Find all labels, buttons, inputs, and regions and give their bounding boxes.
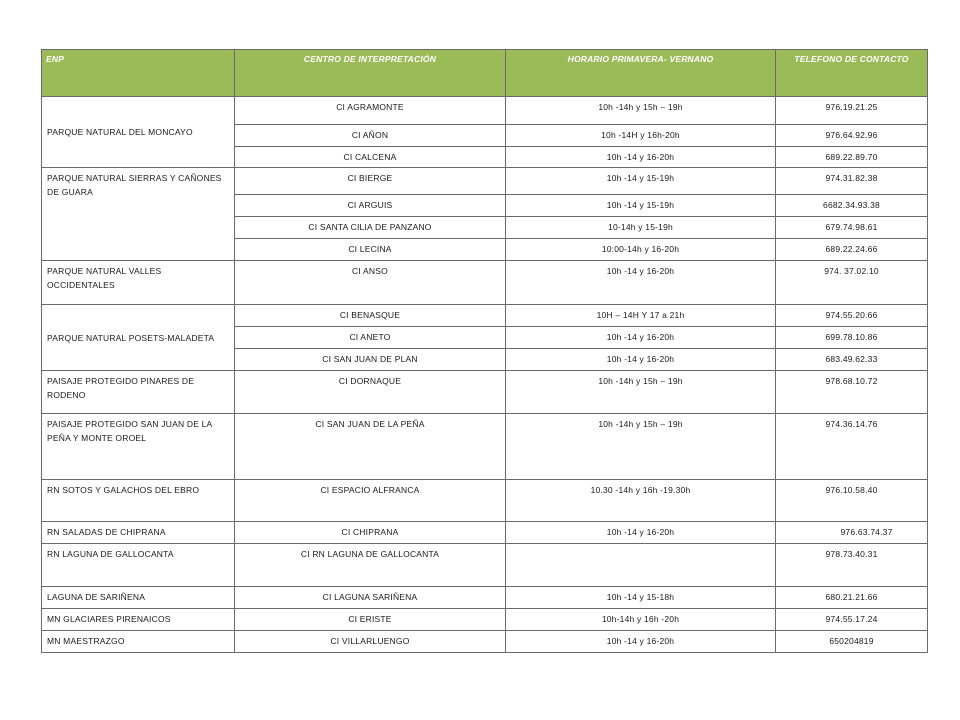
- centro-cell: CI RN LAGUNA DE GALLOCANTA: [235, 544, 506, 587]
- horario-cell: 10h -14 y 15-19h: [506, 195, 776, 217]
- table-row: [42, 522, 928, 544]
- enp-cell: PARQUE NATURAL VALLES OCCIDENTALES: [42, 261, 235, 305]
- enp-cell: RN SALADAS DE CHIPRANA: [42, 522, 235, 544]
- centro-cell: CI ANETO: [235, 327, 506, 349]
- telefono-cell: 976.64.92.96: [776, 125, 928, 147]
- centro-cell: CI CALCENA: [235, 147, 506, 168]
- horario-cell: 10:00-14h y 16-20h: [506, 239, 776, 261]
- telefono-cell: 689.22.24.66: [776, 239, 928, 261]
- horario-cell: 10h -14 y 15-19h: [506, 168, 776, 195]
- table-row: [42, 414, 928, 480]
- centro-cell: CI ARGUIS: [235, 195, 506, 217]
- centro-cell: CI SAN JUAN DE LA PEÑA: [235, 414, 506, 480]
- centro-cell: CI SANTA CILIA DE PANZANO: [235, 217, 506, 239]
- centro-cell: CI BENASQUE: [235, 305, 506, 327]
- horario-cell: 10h-14h y 16h -20h: [506, 609, 776, 631]
- enp-cell: PARQUE NATURAL SIERRAS Y CAÑONES DE GUARA: [42, 168, 235, 261]
- header-enp: ENP: [42, 50, 235, 97]
- horario-cell: 10h -14 y 16-20h: [506, 327, 776, 349]
- telefono-cell: 974.36.14.76: [776, 414, 928, 480]
- enp-cell: RN LAGUNA DE GALLOCANTA: [42, 544, 235, 587]
- telefono-cell: 683.49.62.33: [776, 349, 928, 371]
- centro-cell: CI ERISTE: [235, 609, 506, 631]
- table-row: [42, 97, 928, 125]
- telefono-cell: 978.68.10.72: [776, 371, 928, 414]
- table-row: [42, 168, 928, 195]
- enp-cell: LAGUNA DE SARIÑENA: [42, 587, 235, 609]
- telefono-cell: 699.78.10.86: [776, 327, 928, 349]
- table-row: [42, 480, 928, 522]
- telefono-cell: 974. 37.02.10: [776, 261, 928, 305]
- centro-cell: CI ANSO: [235, 261, 506, 305]
- protected-areas-table: [41, 49, 928, 653]
- header-horario: HORARIO PRIMAVERA- VERNANO: [506, 50, 776, 97]
- telefono-cell: 974.55.20.66: [776, 305, 928, 327]
- header-centro: CENTRO DE INTERPRETACIÓN: [235, 50, 506, 97]
- centro-cell: CI SAN JUAN DE PLAN: [235, 349, 506, 371]
- header-row: [42, 50, 928, 97]
- centro-cell: CI AGRAMONTE: [235, 97, 506, 125]
- table-row: [42, 544, 928, 587]
- centro-cell: CI BIERGE: [235, 168, 506, 195]
- enp-cell: PARQUE NATURAL POSETS-MALADETA: [42, 305, 235, 371]
- enp-cell: PAISAJE PROTEGIDO SAN JUAN DE LA PEÑA Y MONTE OROEL: [42, 414, 235, 480]
- telefono-cell: 976.10.58.40: [776, 480, 928, 522]
- centro-cell: CI VILLARLUENGO: [235, 631, 506, 653]
- horario-cell: 10h -14 y 16-20h: [506, 261, 776, 305]
- telefono-cell: 6682.34.93.38: [776, 195, 928, 217]
- centro-cell: CI AÑON: [235, 125, 506, 147]
- table-row: [42, 609, 928, 631]
- telefono-cell: 976.19.21.25: [776, 97, 928, 125]
- horario-cell: 10h -14 y 16-20h: [506, 522, 776, 544]
- horario-cell: 10h -14H y 16h-20h: [506, 125, 776, 147]
- horario-cell: 10h -14 y 16-20h: [506, 631, 776, 653]
- table-row: [42, 631, 928, 653]
- horario-cell: 10h -14 y 15-18h: [506, 587, 776, 609]
- centro-cell: CI CHIPRANA: [235, 522, 506, 544]
- telefono-cell: 974.55.17.24: [776, 609, 928, 631]
- enp-cell: PAISAJE PROTEGIDO PINARES DE RODENO: [42, 371, 235, 414]
- telefono-cell: 689.22.89.70: [776, 147, 928, 168]
- telefono-cell: 680.21.21.66: [776, 587, 928, 609]
- enp-cell: PARQUE NATURAL DEL MONCAYO: [42, 97, 235, 168]
- horario-cell: 10H – 14H Y 17 a 21h: [506, 305, 776, 327]
- horario-cell: 10h -14h y 15h – 19h: [506, 371, 776, 414]
- enp-cell: RN SOTOS Y GALACHOS DEL EBRO: [42, 480, 235, 522]
- enp-cell: MN MAESTRAZGO: [42, 631, 235, 653]
- table-row: [42, 261, 928, 305]
- header-telefono: TELEFONO DE CONTACTO: [776, 50, 928, 97]
- telefono-cell: 679.74.98.61: [776, 217, 928, 239]
- table-row: [42, 371, 928, 414]
- telefono-cell: 650204819: [776, 631, 928, 653]
- horario-cell: 10h -14 y 16-20h: [506, 147, 776, 168]
- telefono-cell: 974.31.82.38: [776, 168, 928, 195]
- horario-cell: 10h -14h y 15h – 19h: [506, 414, 776, 480]
- centro-cell: CI LECINA: [235, 239, 506, 261]
- telefono-cell: 976.63.74.37: [776, 522, 928, 544]
- centro-cell: CI DORNAQUE: [235, 371, 506, 414]
- horario-cell: 10.30 -14h y 16h -19.30h: [506, 480, 776, 522]
- telefono-cell: 978.73.40.31: [776, 544, 928, 587]
- horario-cell: 10h -14h y 15h – 19h: [506, 97, 776, 125]
- horario-cell: 10-14h y 15-19h: [506, 217, 776, 239]
- horario-cell: [506, 544, 776, 587]
- enp-cell: MN GLACIARES PIRENAICOS: [42, 609, 235, 631]
- table-row: [42, 305, 928, 327]
- centro-cell: CI LAGUNA SARIÑENA: [235, 587, 506, 609]
- horario-cell: 10h -14 y 16-20h: [506, 349, 776, 371]
- centro-cell: CI ESPACIO ALFRANCA: [235, 480, 506, 522]
- table-row: [42, 587, 928, 609]
